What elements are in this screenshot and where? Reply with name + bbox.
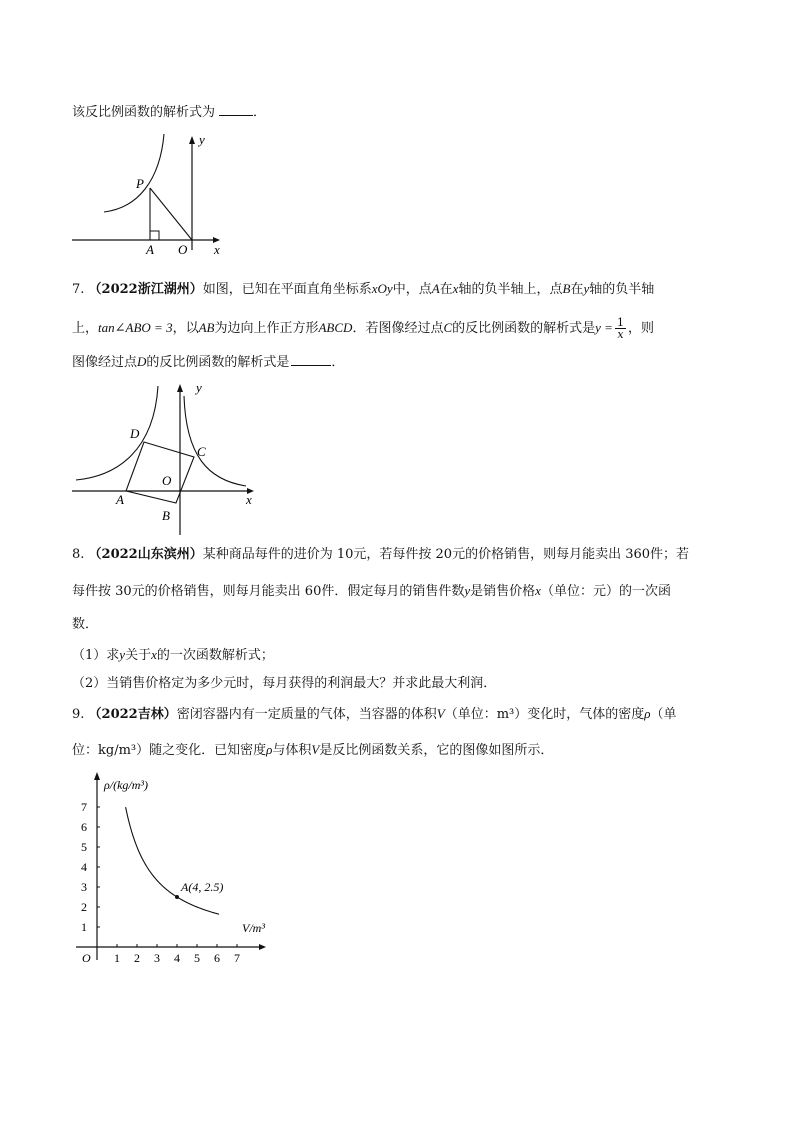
q9-x-tick-label: 7 [234, 951, 240, 965]
q9-point-a [175, 895, 179, 899]
q7-var-a: A [431, 281, 440, 296]
q7-line-3 [72, 353, 344, 372]
q7-var-c: C [443, 320, 453, 335]
q8-line-3 [72, 616, 98, 634]
q8-part-1 [72, 646, 274, 665]
q7-text: 轴的负半轴 [589, 282, 655, 297]
q9-x-axis-label: V/m³ [242, 921, 265, 935]
q7-fraction [615, 317, 626, 340]
q9-line-2 [72, 741, 553, 760]
q9-origin-label: O [82, 951, 91, 965]
q8-text: 每件按 30元的价格销售，则每月能卖出 60件．假定每月的销售件数 [72, 584, 465, 599]
q9-var-rho: ρ [266, 742, 273, 757]
q8-text: 某种商品每件的进价为 10元，若每件按 20元的价格销售，则每月能卖出 360件；若 [202, 547, 690, 562]
q8-var-x: x [151, 647, 157, 662]
q9-density-volume-chart [72, 770, 292, 970]
q6-figure [68, 128, 228, 258]
q9-unit-rho: kg/m³ [98, 743, 137, 758]
q6-tail-text: 该反比例函数的解析式为 [72, 105, 216, 120]
q9-y-axis-label: ρ/(kg/m³) [104, 778, 149, 792]
q9-x-tick-label: 3 [154, 951, 160, 965]
q9-x-tick-label: 4 [174, 951, 180, 965]
q7-var-x: x [452, 281, 459, 296]
q8-text: （单位：元）的一次函 [540, 584, 671, 599]
q8-number: 8. [72, 547, 85, 562]
q8-text: 数． [72, 617, 99, 632]
q7-period: ． [331, 355, 345, 370]
q6-y-arrow-icon [189, 136, 195, 144]
q9-text: ）变化时，气体的密度 [514, 707, 645, 722]
q7-label-o: O [162, 473, 172, 488]
q8-var-x: x [535, 583, 541, 598]
q9-x-tick-label: 1 [114, 951, 120, 965]
q6-label-y: y [199, 132, 205, 147]
q9-x-arrow-icon [259, 944, 266, 950]
q9-line-1 [72, 705, 677, 724]
q7-var-ab: AB [198, 320, 215, 335]
q9-x-tick-label: 5 [194, 951, 200, 965]
q9-var-v: V [311, 742, 320, 757]
q9-y-tick-label: 5 [81, 840, 87, 854]
q9-source: （2022吉林） [88, 707, 177, 722]
q7-var-y: y [583, 281, 590, 296]
q7-text: 在 [570, 282, 584, 297]
q9-text: （单 [650, 707, 677, 722]
q7-label-d: D [130, 426, 140, 441]
q7-var-d: D [137, 354, 147, 369]
q6-period: ． [253, 105, 267, 120]
q9-number: 9. [72, 707, 85, 722]
q9-x-tick-label: 6 [214, 951, 220, 965]
q7-hyperbola-c [184, 396, 246, 486]
q9-y-tick-label: 7 [81, 800, 87, 814]
q9-x-tick-label: 2 [134, 951, 140, 965]
q7-source: （2022浙江湖州） [88, 282, 203, 297]
q7-line-1 [72, 280, 654, 299]
q9-text: 密闭容器内有一定质量的气体，当容器的体积 [176, 707, 437, 722]
q8-source: （2022山东滨州） [88, 547, 203, 562]
q9-var-rho: ρ [644, 706, 651, 721]
q9-text: （单位： [444, 707, 497, 722]
q6-label-x: x [214, 242, 220, 257]
q9-var-v: V [436, 706, 445, 721]
q7-text: 轴的负半轴上，点 [458, 282, 563, 297]
q6-answer-line [72, 103, 266, 122]
q7-xoy: xOy [371, 281, 393, 296]
q8-line-2 [72, 582, 671, 601]
q8-text: 是销售价格 [470, 584, 536, 599]
q9-y-arrow-icon [94, 772, 100, 780]
q8-var-y: y [119, 647, 126, 662]
q7-label-y: y [196, 380, 202, 395]
q6-label-o: O [178, 242, 188, 257]
q7-y-equals: y = [595, 320, 613, 335]
q7-text: 为边向上作正方形 [214, 321, 319, 336]
q8-var-y: y [464, 583, 471, 598]
q7-answer-blank [291, 353, 331, 366]
q8-text: （2）当销售价格定为多少元时，每月获得的利润最大？并求此最大利润． [72, 676, 497, 691]
q7-text: 图像经过点 [72, 355, 138, 370]
q7-line-2 [72, 317, 654, 340]
q7-label-a: A [116, 492, 124, 507]
q7-figure [68, 380, 268, 540]
q8-text: 的一次函数解析式； [156, 648, 274, 663]
q9-y-tick-label: 3 [81, 880, 87, 894]
q6-hyperbola [104, 134, 164, 212]
q7-text: 的反比例函数的解析式是 [146, 355, 290, 370]
q7-frac-num: 1 [616, 316, 624, 329]
q9-curve-series [126, 807, 219, 914]
q7-var-b: B [562, 281, 571, 296]
q9-text: 与体积 [272, 743, 312, 758]
q7-text: 如图，已知在平面直角坐标系 [202, 282, 372, 297]
q8-text: 关于 [125, 648, 152, 663]
q9-text: ）随之变化．已知密度 [136, 743, 267, 758]
q7-square-abcd [126, 442, 194, 503]
q7-label-c: C [197, 444, 206, 459]
q7-text: 上， [72, 321, 99, 336]
q6-answer-blank [219, 103, 253, 116]
q6-label-p: P [136, 176, 144, 191]
q9-text: 位： [72, 743, 99, 758]
q6-right-angle-icon [150, 231, 159, 240]
q7-text: 的反比例函数的解析式是 [452, 321, 596, 336]
q7-y-arrow-icon [177, 384, 183, 392]
q7-hyperbola-d [76, 386, 158, 480]
q9-y-tick-label: 4 [81, 860, 87, 874]
q7-text: 中，点 [392, 282, 432, 297]
q7-text: ．若图像经过点 [352, 321, 444, 336]
q7-var-abcd: ABCD [318, 320, 353, 335]
q6-segment-po [150, 188, 192, 240]
q8-part-2 [72, 675, 496, 693]
q9-y-tick-label: 1 [81, 920, 87, 934]
q7-tan-condition: tan∠ABO = 3 [98, 320, 173, 335]
q9-y-tick-label: 6 [81, 820, 87, 834]
q8-line-1 [72, 546, 689, 564]
q7-label-b: B [162, 508, 170, 523]
q8-text: （1）求 [72, 648, 120, 663]
q7-label-x: x [246, 492, 252, 507]
q7-text: 在 [439, 282, 453, 297]
q7-number: 7. [72, 282, 85, 297]
q9-unit-v: m³ [496, 707, 515, 722]
q7-frac-den: x [617, 328, 624, 341]
q7-text: ，以 [172, 321, 199, 336]
q6-label-a: A [146, 242, 154, 257]
q9-point-a-label: A(4, 2.5) [181, 880, 224, 894]
q7-text: ，则 [627, 321, 654, 336]
q9-y-tick-label: 2 [81, 900, 87, 914]
q9-text: 是反比例函数关系，它的图像如图所示． [319, 743, 554, 758]
